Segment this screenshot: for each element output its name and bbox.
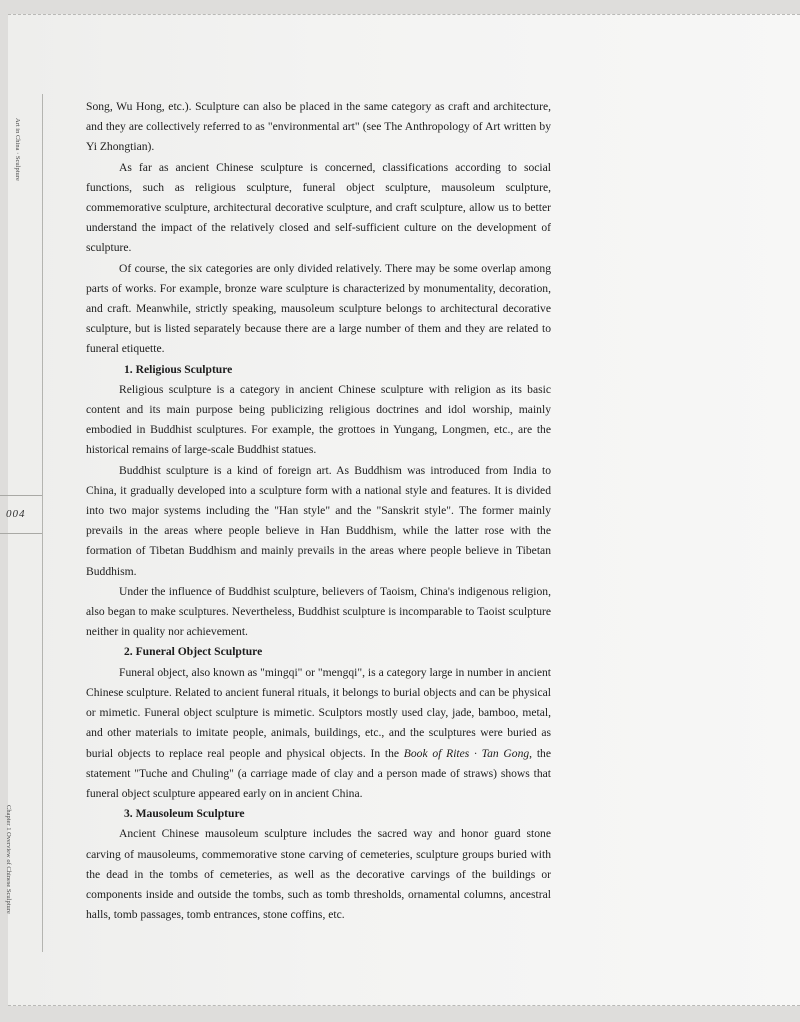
- section-heading: 3. Mausoleum Sculpture: [124, 807, 245, 821]
- paragraph: Song, Wu Hong, etc.). Sculpture can also be placed in the same category as craft and architecture, and they are collectively referred to as "environmental art" (see The Anthropology of Art written by Yi Zhongtian).: [86, 100, 551, 154]
- section-heading: 1. Religious Sculpture: [124, 362, 233, 376]
- paragraph: [86, 663, 551, 804]
- margin-rule: [42, 94, 43, 952]
- paragraph: Under the influence of Buddhist sculpture, believers of Taoism, China's indigenous religion, also began to make sculptures. Nevertheless, Buddhist sculpture is incomparable to Taoist sculpture neither in quality nor achievement.: [86, 584, 551, 639]
- paragraph-text: Funeral object, also known as "mingqi" or "mengqi", is a category large in number in ancient Chinese sculpture. Related to ancient funeral rituals, it belongs to burial objects and can be physical or mimetic. Funeral object sculpture is mimetic. Sculptors mostly used clay, jade, bamboo, metal, and other materials to imitate people, animals, buildings, etc., and the sculptures were buried as burial objects to replace real people and physical objects. In the: [86, 665, 551, 760]
- section-heading: 2. Funeral Object Sculpture: [124, 645, 263, 659]
- paragraph: Ancient Chinese mausoleum sculpture includes the sacred way and honor guard stone carving of mausoleums, commemorative stone carving of cemeteries, sculpture groups buried with the dead in the tombs of cemeteries, as well as the decorative carvings of the buildings or components inside and outside the tombs, such as tomb thresholds, ornamental columns, ancestral halls, tomb passages, tomb entrances, stone coffins, etc.: [86, 827, 551, 922]
- book-title: Book of Rites · Tan Gong: [403, 746, 530, 760]
- top-crop-rule: [8, 14, 800, 15]
- paragraph: As far as ancient Chinese sculpture is concerned, classifications according to social functions, such as religious sculpture, funeral object sculpture, mausoleum sculpture, commemorative sculpture, architectural decorative sculpture, and craft sculpture, allow us to better understand the impact of the relatively closed and self-sufficient culture on the development of sculpture.: [86, 160, 551, 255]
- paragraph: Of course, the six categories are only divided relatively. There may be some overlap among parts of works. For example, bronze ware sculpture is characterized by monumentality, decoration, and craft. Meanwhile, strictly speaking, mausoleum sculpture belongs to architectural decorative sculpture, but is listed separately because there are a large number of them and they are related to funeral etiquette.: [86, 261, 551, 356]
- paragraph-text: , the statement "Tuche and Chuling" (a carriage made of clay and a person made of straws) shows that funeral object sculpture appeared early on in ancient China.: [86, 746, 551, 800]
- paragraph: Buddhist sculpture is a kind of foreign art. As Buddhism was introduced from India to China, it gradually developed into a sculpture form with a national style and features. It is divided into two major systems including the "Han style" and the "Sanskrit style". The former mainly prevails in the areas where people believe in Han Buddhism, while the latter rose with the formation of Tibetan Buddhism and mainly prevails in the areas where people believe in Tibetan Buddhism.: [86, 463, 551, 578]
- running-head-bottom: Chapter 1 Overview of Chinese Sculpture: [5, 805, 12, 914]
- bottom-crop-rule: [8, 1005, 800, 1006]
- body-text: [86, 97, 551, 925]
- page-number: 004: [6, 508, 26, 520]
- paragraph: Religious sculpture is a category in ancient Chinese sculpture with religion as its basic content and its main purpose being publicizing religious doctrines and idol worship, mainly embodied in Buddhist sculptures. For example, the grottoes in Yungang, Longmen, etc., are the historical remains of large-scale Buddhist statues.: [86, 382, 551, 457]
- running-head-top: Art in China · Sculpture: [14, 118, 21, 181]
